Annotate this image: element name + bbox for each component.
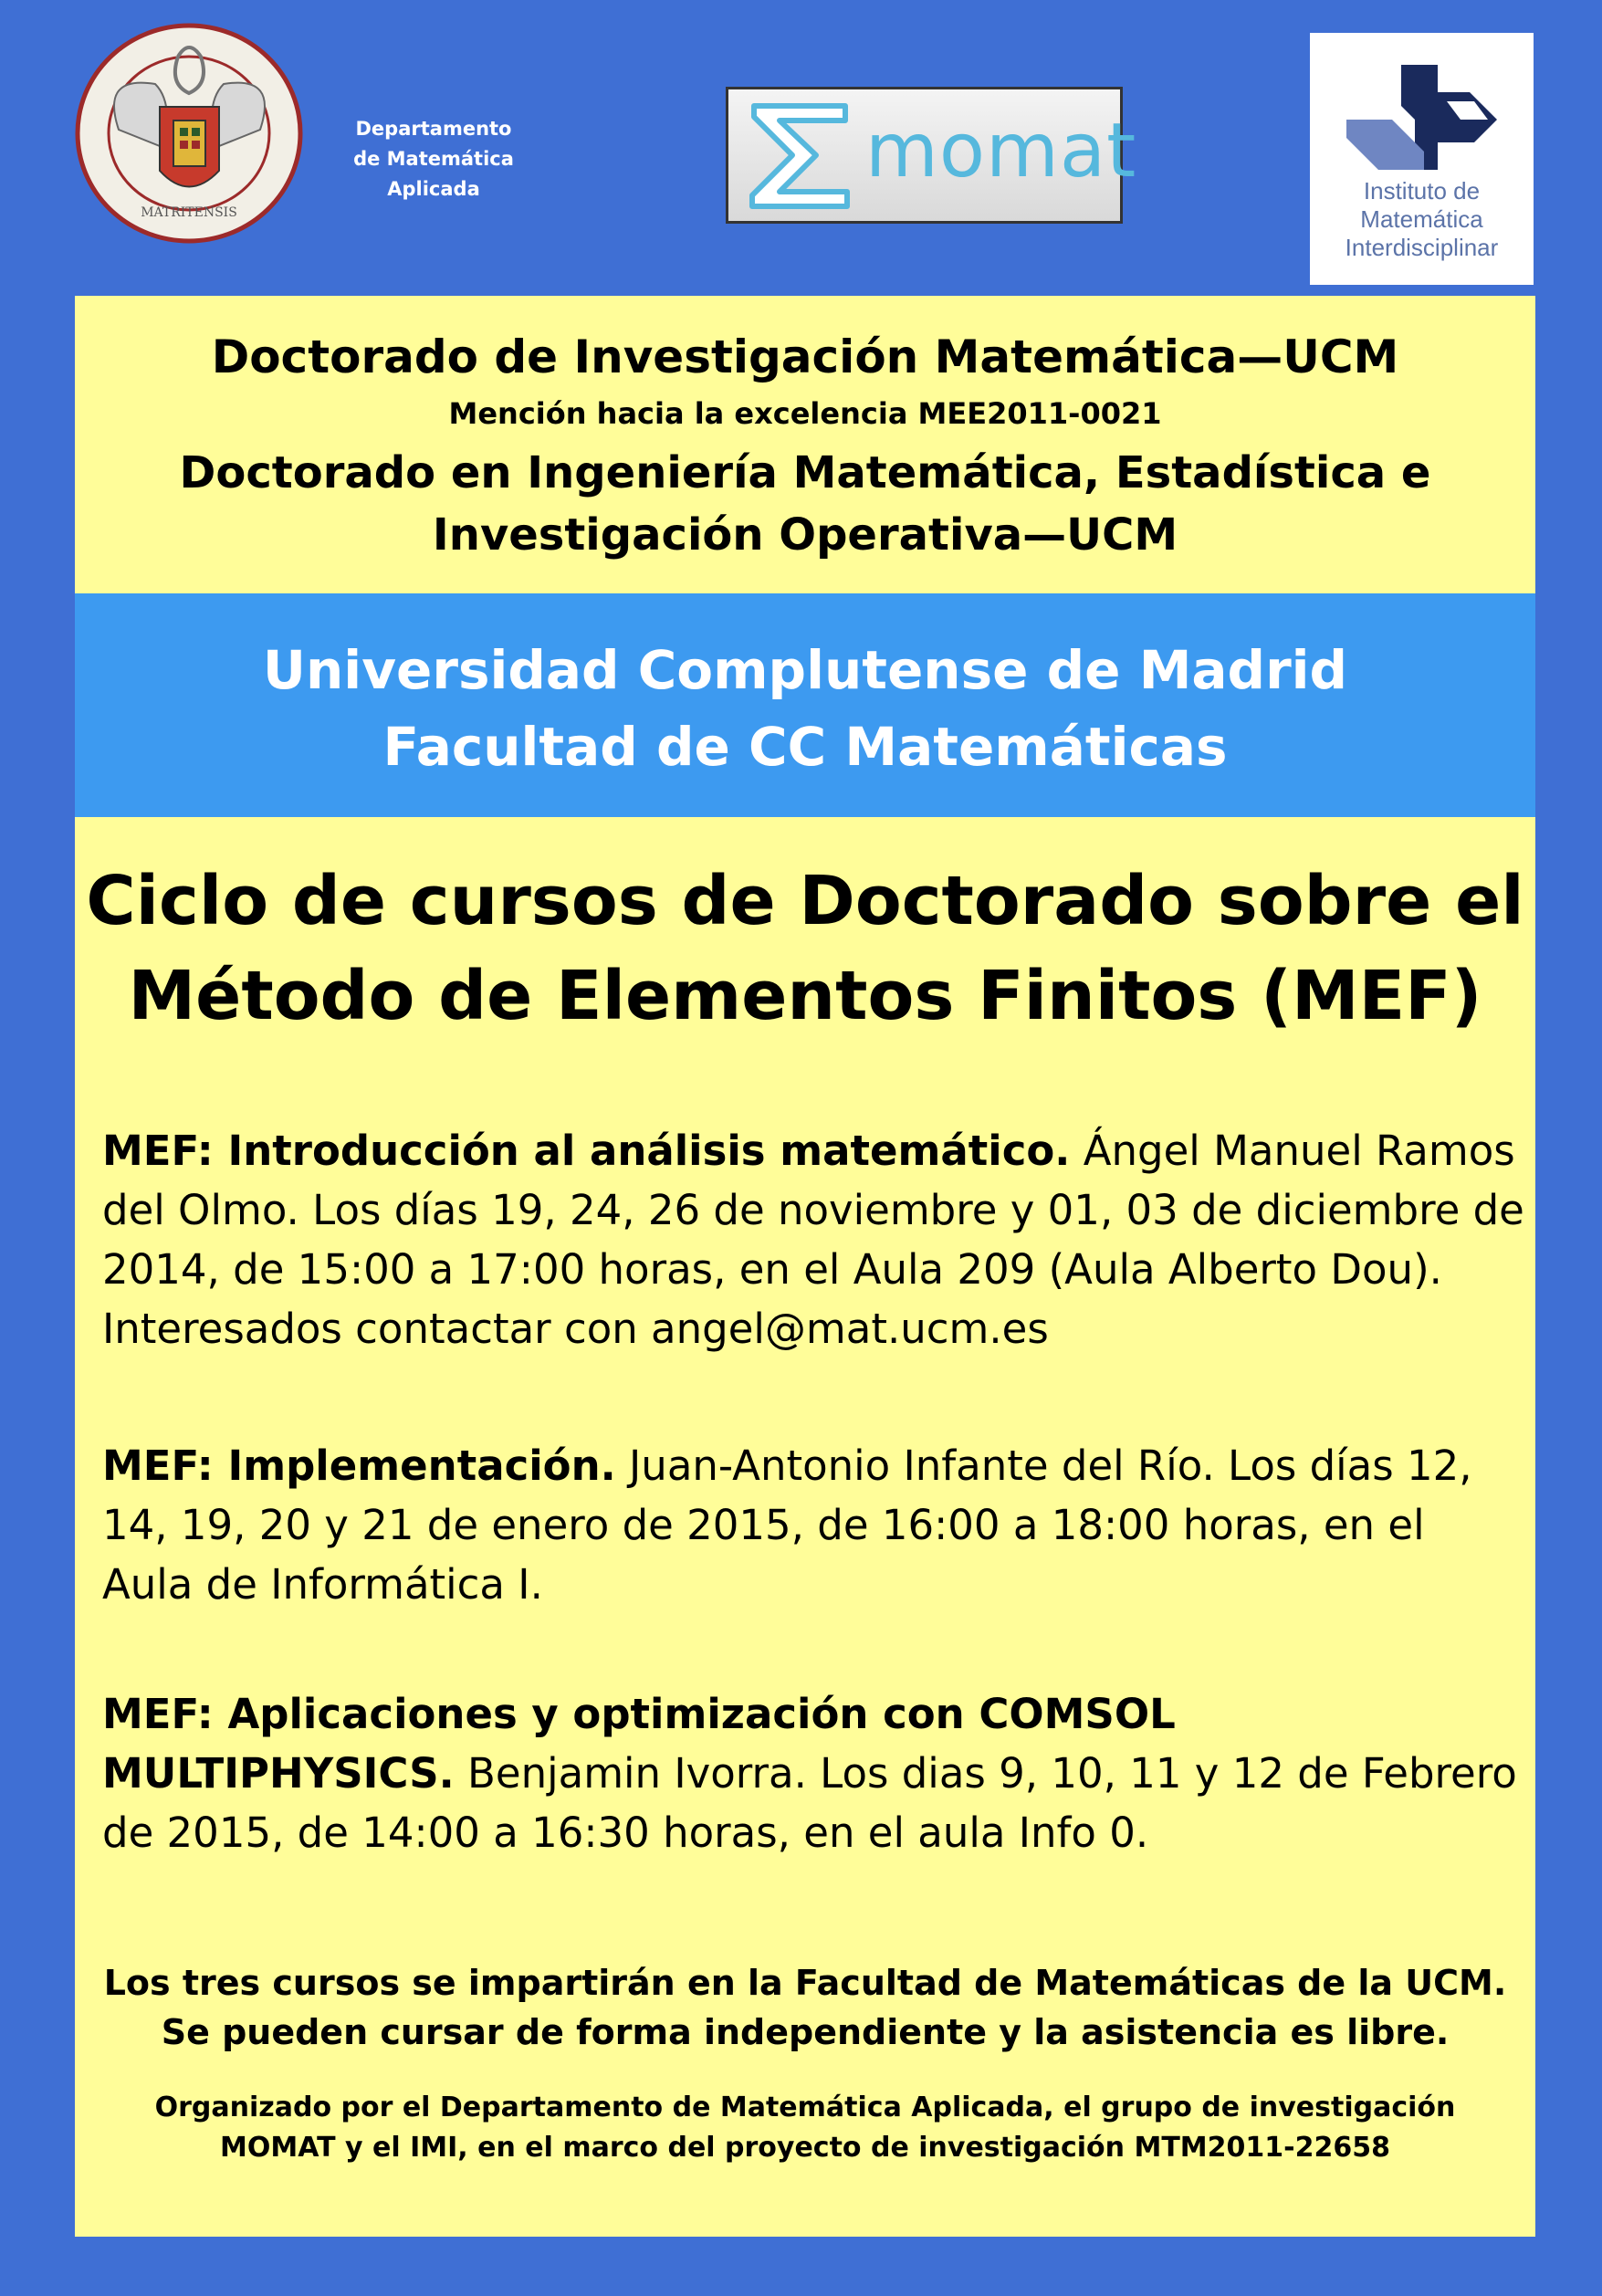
note-line: Los tres cursos se impartirán en la Facultad de Matemáticas de la UCM. — [103, 1963, 1507, 2003]
department-line: Departamento — [355, 118, 512, 140]
programs-panel — [75, 296, 1535, 593]
organizers-note — [75, 2088, 1535, 2168]
imi-name-line: Instituto de — [1363, 177, 1481, 204]
course-item — [102, 1436, 1526, 1614]
program-title-2-line: Doctorado en Ingeniería Matemática, Estadística e — [179, 447, 1431, 498]
institution-band — [75, 593, 1535, 817]
momat-logo-text: momat — [865, 108, 1137, 194]
momat-logo — [726, 87, 1137, 224]
program-title-2 — [75, 442, 1535, 566]
course-item — [102, 1684, 1526, 1862]
cycle-title-line: Método de Elementos Finitos (MEF) — [128, 957, 1482, 1035]
organizers-line: Organizado por el Departamento de Matemática Aplicada, el grupo de investigación — [154, 2092, 1456, 2123]
excellence-mention: Mención hacia la excelencia MEE2011-0021 — [448, 396, 1162, 431]
course-details: Juan-Antonio Infante del Río. Los días 12, 14, 19, 20 y 21 de enero de 2015, de 16:00 a 18:00 horas, en el Aula de Informática I. — [102, 1442, 1472, 1609]
imi-name-line: Interdisciplinar — [1345, 234, 1499, 261]
university-name: Universidad Complutense de Madrid — [262, 639, 1348, 701]
courses-panel — [75, 817, 1535, 2237]
course-title: MEF: Implementación. — [102, 1442, 616, 1490]
program-title-2-line: Investigación Operativa—UCM — [432, 509, 1178, 561]
faculty-name: Facultad de CC Matemáticas — [382, 716, 1228, 778]
imi-name-line: Matemática — [1360, 205, 1483, 233]
sigma-icon — [736, 89, 864, 221]
imi-mark-icon — [1337, 56, 1511, 174]
imi-name — [1310, 177, 1534, 262]
organizers-line: MOMAT y el IMI, en el marco del proyecto de investigación MTM2011-22658 — [220, 2132, 1390, 2164]
course-item — [102, 1121, 1526, 1358]
cycle-title-line: Ciclo de cursos de Doctorado sobre el — [86, 862, 1524, 940]
note-line: Se pueden cursar de forma independiente y la asistencia es libre. — [161, 2012, 1450, 2052]
ucm-seal-logo — [73, 20, 306, 246]
course-title: MEF: Introducción al análisis matemático. — [102, 1127, 1071, 1175]
institution-name — [75, 632, 1535, 785]
department-line: Aplicada — [387, 178, 480, 200]
course-details: Ángel Manuel Ramos del Olmo. Los días 19, 24, 26 de noviembre y 01, 03 de diciembre de 2014, de 15:00 a 17:00 horas, en el Aula 209 (Aula Alberto Dou). Interesados contactar con angel@mat.ucm.es — [102, 1127, 1524, 1353]
imi-logo — [1310, 33, 1534, 285]
svg-text:MATRITENSIS: MATRITENSIS — [141, 205, 237, 220]
cycle-title — [75, 854, 1535, 1043]
courses-note — [75, 1958, 1535, 2057]
department-line: de Matemática — [353, 148, 514, 170]
department-name — [338, 114, 529, 204]
course-details: Benjamin Ivorra. Los dias 9, 10, 11 y 12 de Febrero de 2015, de 14:00 a 16:30 horas, en el aula Info 0. — [102, 1749, 1517, 1857]
program-title-1: Doctorado de Investigación Matemática—UCM — [211, 330, 1399, 383]
course-title: MEF: Aplicaciones y optimización con COMSOL MULTIPHYSICS. — [102, 1690, 1176, 1798]
